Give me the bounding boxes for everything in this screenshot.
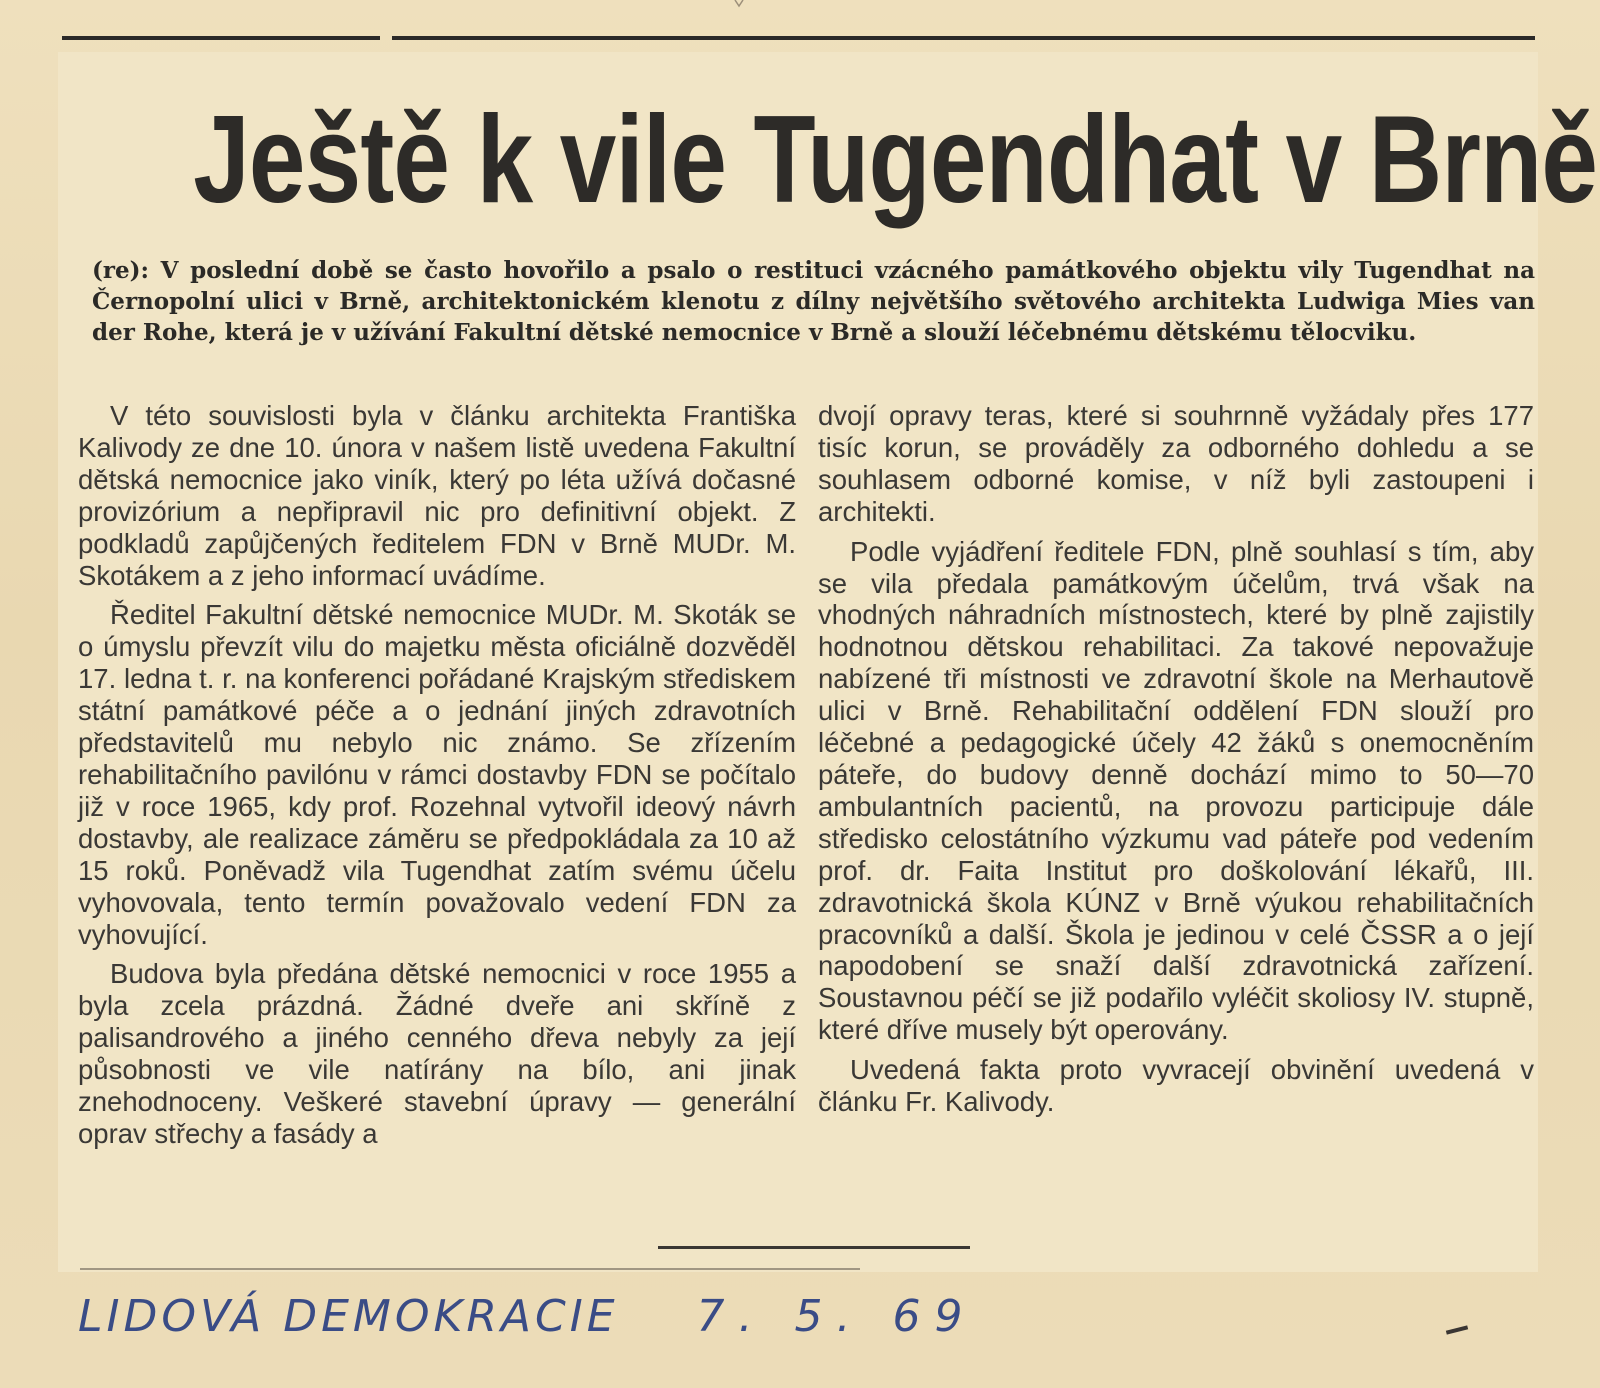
article-lead: (re): V poslední době se často hovořilo a psalo o restituci vzácného památkového objektu vily Tugendhat na Černopolní ulici v Brně, architektonickém klenotu z dílny největšího světového architekta Ludwiga Mies van der Rohe, která je v užívání Fakultní dětské nemocnice v Brně a slouží léčebnému dětskému tělocviku.: [92, 257, 1535, 346]
paragraph-left-1: V této souvislosti byla v článku architekta Františka Kalivody ze dne 10. února v našem listě uvedena Fakultní dětská nemocnice jako viník, který po léta užívá dočasné provizórium a nepřipravil nic pro definitivní objekt. Z podkladů zapůjčených ředitelem FDN v Brně MUDr. M. Skotákem a z jeho informací uvádíme.: [78, 400, 796, 591]
paragraph-right-2: Podle vyjádření ředitele FDN, plně souhlasí s tím, aby se vila předala památkovým účelům, trvá však na vhodných náhradních místnostech, které by plně zajistily hodnotnou dětskou rehabilitaci. Za takové nepovažuje nabízené tři místnosti ve zdravotní škole na Merhautově ulici v Brně. Rehabilitační oddělení FDN slouží pro léčebné a pedagogické účely 42 žáků s onemocněním páteře, do budovy denně dochází mimo to 50—70 ambulantních pacientů, na provozu participuje dále středisko celostátního výzkumu vad páteře pod vedením prof. dr. Faita Institut pro doškolování lékařů, III. zdravotnická škola KÚNZ v Brně výukou rehabilitačních pracovníků a další. Škola je jedinou v celé ČSSR a o její napodobení se snaží další zdravotnická zařízení. Soustavnou péčí se již podařilo vyléčit skoliosy IV. stupně, které dříve musely být operovány.: [818, 535, 1534, 1046]
handwritten-annotation: [78, 1282, 977, 1352]
article-column-right: [818, 400, 1534, 1126]
paragraph-right-3: Uvedená fakta proto vyvracejí obvinění uvedená v článku Fr. Kalivody.: [818, 1054, 1534, 1118]
paragraph-right-1: dvojí opravy teras, které si souhrnně vyžádaly přes 177 tisíc korun, se prováděly za odborného dohledu a se souhlasem odborné komise, v níž byli zastoupeni i architekti.: [818, 400, 1534, 527]
top-notch-mark: [734, 0, 744, 8]
pencil-line: [80, 1268, 860, 1270]
article-headline: Ještě k vile Tugendhat v Brně: [193, 91, 1598, 229]
paragraph-left-2: Ředitel Fakultní dětské nemocnice MUDr. M. Skoták se o úmyslu převzít vilu do majetku města oficiálně dozvěděl 17. ledna t. r. na konferenci pořádané Krajským střediskem státní památkové péče a o jednání jiných zdravotních představitelů mu nebylo nic známo. Se zřízením rehabilitačního pavilónu v rámci dostavby FDN se počítalo již v roce 1965, kdy prof. Rozehnal vytvořil ideový návrh dostavby, ale realizace záměru se předpokládala za 10 až 15 roků. Poněvadž vila Tugendhat zatím svému účelu vyhovovala, tento termín považovalo vedení FDN za vyhovující.: [78, 599, 796, 950]
top-rule-left: [62, 36, 380, 40]
paragraph-left-3: Budova byla předána dětské nemocnici v roce 1955 a byla zcela prázdná. Žádné dveře ani skříně z palisandrového a jiného cenného dřeva nebyly za její působnosti ve vile natírány na bílo, ani jinak znehodnoceny. Veškeré stavební úpravy — generální oprav střechy a fasády a: [78, 958, 796, 1149]
top-rule-right: [392, 36, 1535, 40]
article-column-left: [78, 400, 796, 1158]
handwritten-date: 7. 5. 69: [696, 1291, 977, 1342]
handwritten-source: LIDOVÁ DEMOKRACIE: [78, 1291, 619, 1342]
article-end-rule: [658, 1246, 970, 1249]
